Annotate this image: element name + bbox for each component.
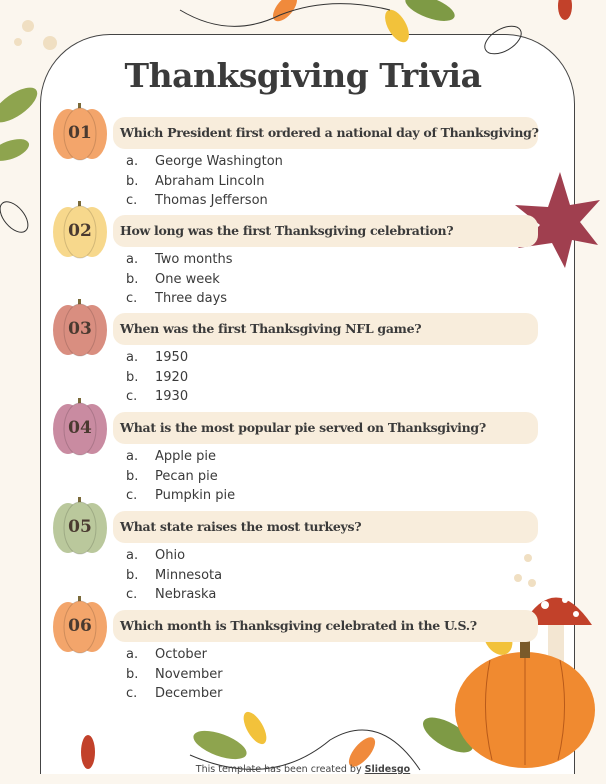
- answer-option: [126, 191, 283, 211]
- answer-letter: a.: [126, 252, 139, 267]
- answer-letter: c.: [126, 193, 138, 208]
- answer-letter: b.: [126, 369, 139, 385]
- answer-option: [126, 566, 222, 586]
- answer-option: [126, 467, 235, 487]
- answer-text: Abraham Lincoln: [155, 173, 265, 189]
- answer-text: One week: [155, 271, 220, 287]
- answer-letter: b.: [126, 468, 139, 484]
- question-number: 06: [68, 616, 92, 636]
- answer-text: November: [155, 666, 223, 682]
- answer-list: [126, 348, 188, 407]
- answer-text: December: [155, 686, 223, 701]
- answer-letter: c.: [126, 587, 138, 602]
- answer-text: Two months: [155, 252, 233, 267]
- answer-option: [126, 585, 222, 605]
- answer-option: [126, 486, 235, 506]
- answer-text: Thomas Jefferson: [155, 193, 268, 208]
- answer-text: October: [155, 647, 208, 662]
- footer-text: This template has been created by: [195, 764, 362, 775]
- answer-option: [126, 368, 188, 388]
- answer-text: 1920: [155, 369, 189, 385]
- answer-text: 1950: [155, 350, 189, 365]
- answer-letter: c.: [126, 291, 138, 306]
- leaf-outline-icon: [480, 20, 526, 59]
- question-item: [50, 412, 540, 512]
- answer-letter: b.: [126, 173, 139, 189]
- answer-option: [126, 270, 232, 290]
- question-item: [50, 117, 540, 217]
- answer-text: Pumpkin pie: [155, 488, 236, 503]
- answer-option: [126, 665, 223, 685]
- answer-letter: b.: [126, 567, 139, 583]
- question-text: When was the first Thanksgiving NFL game?: [113, 313, 538, 345]
- answer-list: [126, 645, 223, 704]
- leaf-outline-icon: [0, 197, 33, 237]
- answer-option: [126, 348, 188, 368]
- leaf-icon: [0, 135, 32, 166]
- answer-letter: a.: [126, 647, 139, 662]
- question-item: [50, 511, 540, 611]
- question-text: What is the most popular pie served on Thanksgiving?: [113, 412, 538, 444]
- question-item: [50, 610, 540, 710]
- question-item: [50, 313, 540, 413]
- answer-option: [126, 289, 232, 309]
- question-text: Which President first ordered a national day of Thanksgiving?: [113, 117, 538, 149]
- answer-letter: a.: [126, 548, 139, 563]
- answer-letter: b.: [126, 666, 139, 682]
- answer-letter: c.: [126, 488, 138, 503]
- answer-letter: a.: [126, 350, 139, 365]
- answer-text: Ohio: [155, 548, 186, 563]
- answer-list: [126, 152, 283, 211]
- question-number: 03: [68, 319, 92, 339]
- answer-letter: c.: [126, 389, 138, 404]
- answer-text: Pecan pie: [155, 468, 218, 484]
- answer-text: Minnesota: [155, 567, 223, 583]
- slidesgo-link[interactable]: Slidesgo: [364, 764, 411, 775]
- answer-option: [126, 684, 223, 704]
- answer-option: [126, 152, 283, 172]
- question-number: 05: [68, 517, 92, 537]
- answer-letter: c.: [126, 686, 138, 701]
- answer-text: 1930: [155, 389, 189, 404]
- question-number: 04: [68, 418, 92, 438]
- answer-list: [126, 546, 222, 605]
- answer-letter: b.: [126, 271, 139, 287]
- question-text: Which month is Thanksgiving celebrated in the U.S.?: [113, 610, 538, 642]
- answer-list: [126, 447, 235, 506]
- answer-text: Nebraska: [155, 587, 217, 602]
- answer-text: George Washington: [155, 154, 283, 169]
- question-number: 01: [68, 123, 92, 143]
- answer-letter: a.: [126, 449, 139, 464]
- leaf-icon: [380, 6, 414, 46]
- answer-list: [126, 250, 232, 309]
- answer-option: [126, 172, 283, 192]
- answer-option: [126, 447, 235, 467]
- leaf-icon: [402, 0, 458, 26]
- question-text: What state raises the most turkeys?: [113, 511, 538, 543]
- leaf-icon: [558, 0, 572, 20]
- answer-option: [126, 546, 222, 566]
- answer-option: [126, 387, 188, 407]
- answer-text: Three days: [155, 291, 228, 306]
- page-title: Thanksgiving Trivia: [124, 56, 482, 95]
- leaf-icon: [239, 708, 271, 747]
- question-number: 02: [68, 221, 92, 241]
- answer-letter: a.: [126, 154, 139, 169]
- question-item: [50, 215, 540, 315]
- answer-text: Apple pie: [155, 449, 217, 464]
- question-text: How long was the first Thanksgiving celebration?: [113, 215, 538, 247]
- footer-credit: [0, 764, 606, 775]
- answer-option: [126, 645, 223, 665]
- answer-option: [126, 250, 232, 270]
